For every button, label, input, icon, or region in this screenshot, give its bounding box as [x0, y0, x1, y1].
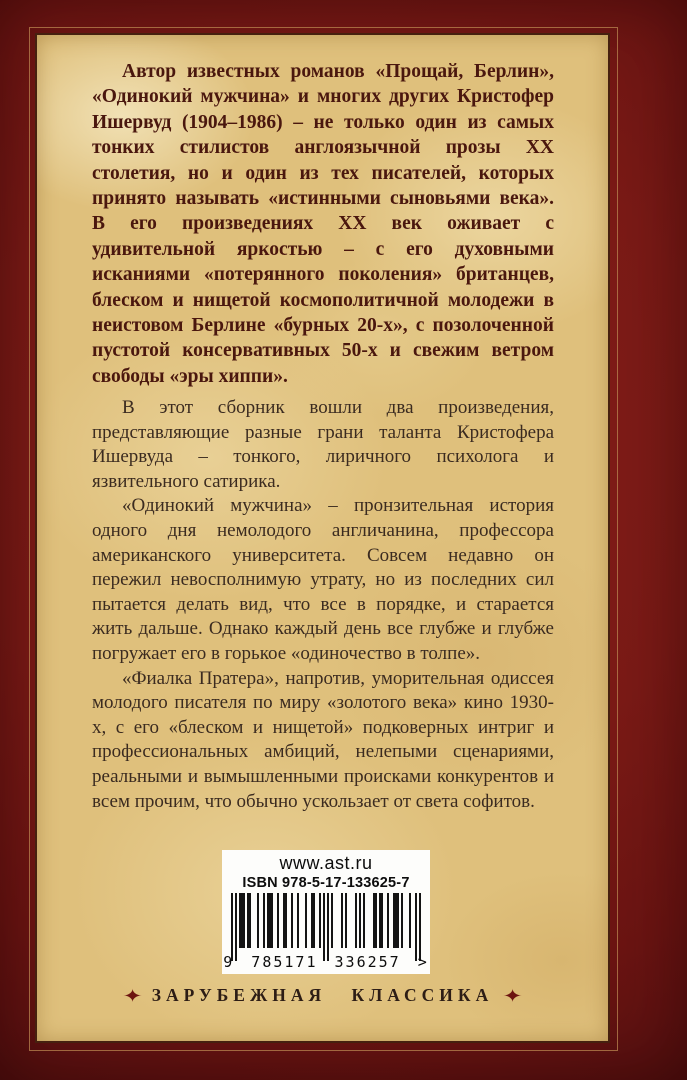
annotation-paragraph-1: В этот сборник вошли два произведения, представляющие разные грани таланта Кристофера Ишервуда – тонкого, лиричного психолога и язвительного сатирика. — [92, 397, 554, 492]
barcode-digits: 9 785171 336257 > — [223, 953, 429, 971]
annotation-paragraph-3: «Фиалка Пратера», напротив, уморительная одиссея молодого писателя по миру «золотого века» кино 1930-х, с его «блеском и нищетой» подковерных интриг и профессиональных амбиций, нелепыми сценариями, реальными и вымышленными происками конкурентов и всем прочим, что обычно ускользает от света софитов. — [92, 667, 554, 812]
annotation-paragraph-2: «Одинокий мужчина» – пронзительная история одного дня немолодого англичанина, профессора американского университета. Совсем недавно он пережил невосполнимую утрату, но из последних сил пытается делать вид, что все в порядке, и старается жить дальше. Однако каждый день все глубже и глубже погружает его в горькое «одиночество в толпе». — [92, 495, 554, 664]
publisher-website: www.ast.ru — [279, 853, 373, 873]
barcode-box — [222, 850, 430, 974]
author-annotation: Автор известных романов «Прощай, Берлин», «Одинокий мужчина» и многих других Кристофер Ишервуд (1904–1986) – не только один из самых тонких стилистов англоязычной прозы XX столетия, но и один из тех писателей, которых принято называть «истинными сыновьями века». В его произведениях XX век оживает с удивительной яркостью – с его духовными исканиями «потерянного поколения» британцев, блеском и нищетой космополитичной молодежи в неистовом Берлине «бурных 20-х», с позолоченной пустотой консервативных 50-х и свежим ветром свободы «эры хиппи». — [92, 61, 554, 387]
star-ornament-right-icon: ✦ — [502, 985, 523, 1006]
barcode-module — [419, 893, 421, 961]
isbn-text: ISBN 978-5-17-133625-7 — [242, 875, 410, 891]
series-band — [37, 985, 608, 1006]
parchment-panel — [35, 33, 610, 1043]
book-annotation — [92, 396, 554, 814]
series-label: ЗАРУБЕЖНАЯ КЛАССИКА — [151, 985, 494, 1005]
star-ornament-left-icon: ✦ — [122, 985, 143, 1006]
